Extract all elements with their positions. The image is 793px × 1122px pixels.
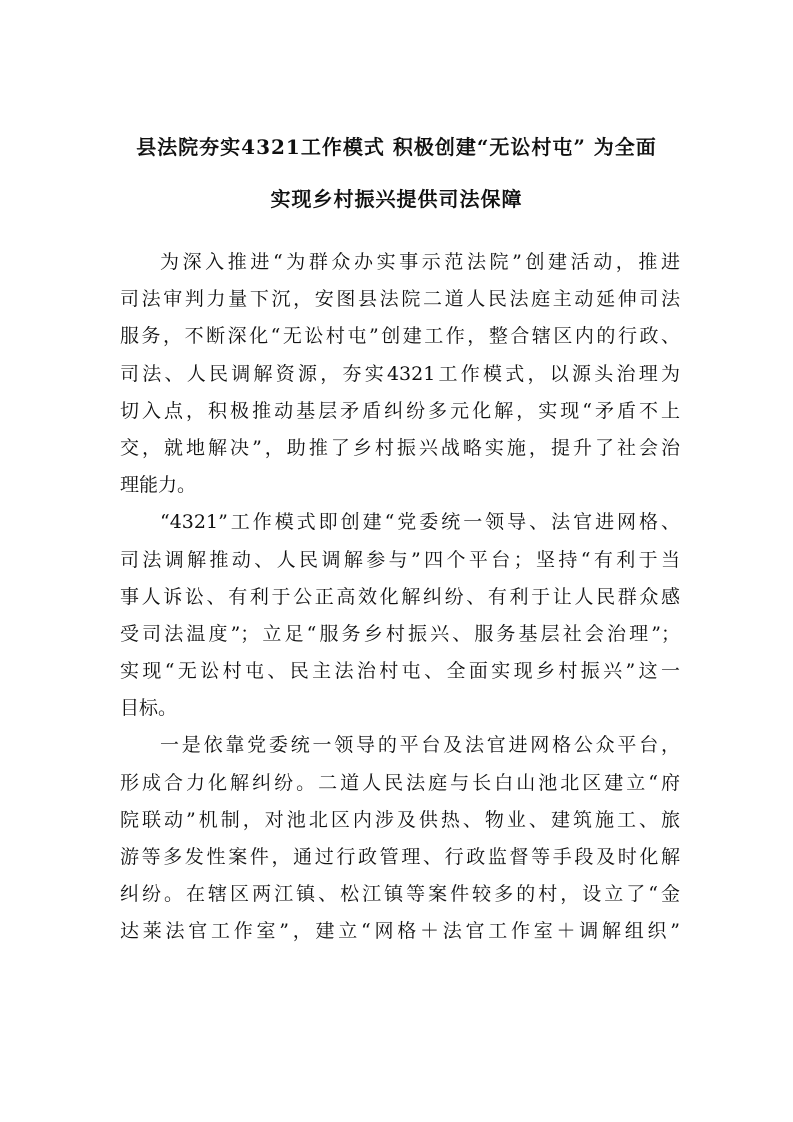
- paragraph-1-line-1: 为深入推进“为群众办实事示范法院”创建活动，推进: [160, 251, 680, 273]
- paragraph-1-line-4: 司法、人民调解资源，夯实4321工作模式，以源头治理为: [120, 362, 680, 385]
- paragraph-2: [120, 504, 680, 727]
- paragraph-2-line-1: “4321”工作模式即创建“党委统一领导、法官进网格、: [160, 511, 680, 534]
- paragraph-1-line-3: 服务，不断深化“无讼村屯”创建工作，整合辖区内的行政、: [120, 325, 680, 348]
- paragraph-3-line-4: 游等多发性案件，通过行政管理、行政监督等手段及时化解: [120, 846, 680, 868]
- paragraph-3-line-3: 院联动”机制，对池北区内涉及供热、物业、建筑施工、旅: [120, 808, 680, 831]
- paragraph-3-line-5: 纠纷。在辖区两江镇、松江镇等案件较多的村，设立了“金: [120, 883, 680, 906]
- paragraph-1-line-7: 理能力。: [120, 474, 197, 497]
- paragraph-2-line-3: 事人诉讼、有利于公正高效化解纠纷、有利于让人民群众感: [120, 585, 680, 608]
- paragraph-2-line-6: 目标。: [120, 697, 178, 720]
- paragraph-2-line-2: 司法调解推动、人民调解参与”四个平台；坚持“有利于当: [120, 548, 680, 571]
- paragraph-1-line-5: 切入点，积极推动基层矛盾纠纷多元化解，实现“矛盾不上: [120, 399, 680, 422]
- paragraph-2-line-5: 实现“无讼村屯、民主法治村屯、全面实现乡村振兴”这一: [120, 660, 680, 683]
- document-title-line-1: 县法院夯实4321工作模式 积极创建“无讼村屯” 为全面: [136, 135, 657, 159]
- paragraph-3: [120, 727, 680, 950]
- document-title-line-2: 实现乡村振兴提供司法保障: [270, 187, 523, 211]
- paragraph-3-line-6: 达莱法官工作室”，建立“网格＋法官工作室＋调解组织”: [120, 920, 680, 943]
- paragraph-1: [120, 244, 680, 504]
- paragraph-3-line-1: 一是依靠党委统一领导的平台及法官进网格公众平台，: [160, 734, 680, 757]
- document-body: [120, 244, 680, 951]
- paragraph-1-line-6: 交，就地解决”，助推了乡村振兴战略实施，提升了社会治: [120, 436, 680, 459]
- paragraph-3-line-2: 形成合力化解纠纷。二道人民法庭与长白山池北区建立“府: [120, 771, 680, 794]
- paragraph-1-line-2: 司法审判力量下沉，安图县法院二道人民法庭主动延伸司法: [120, 288, 680, 311]
- paragraph-2-line-4: 受司法温度”；立足“服务乡村振兴、服务基层社会治理”；: [120, 622, 680, 645]
